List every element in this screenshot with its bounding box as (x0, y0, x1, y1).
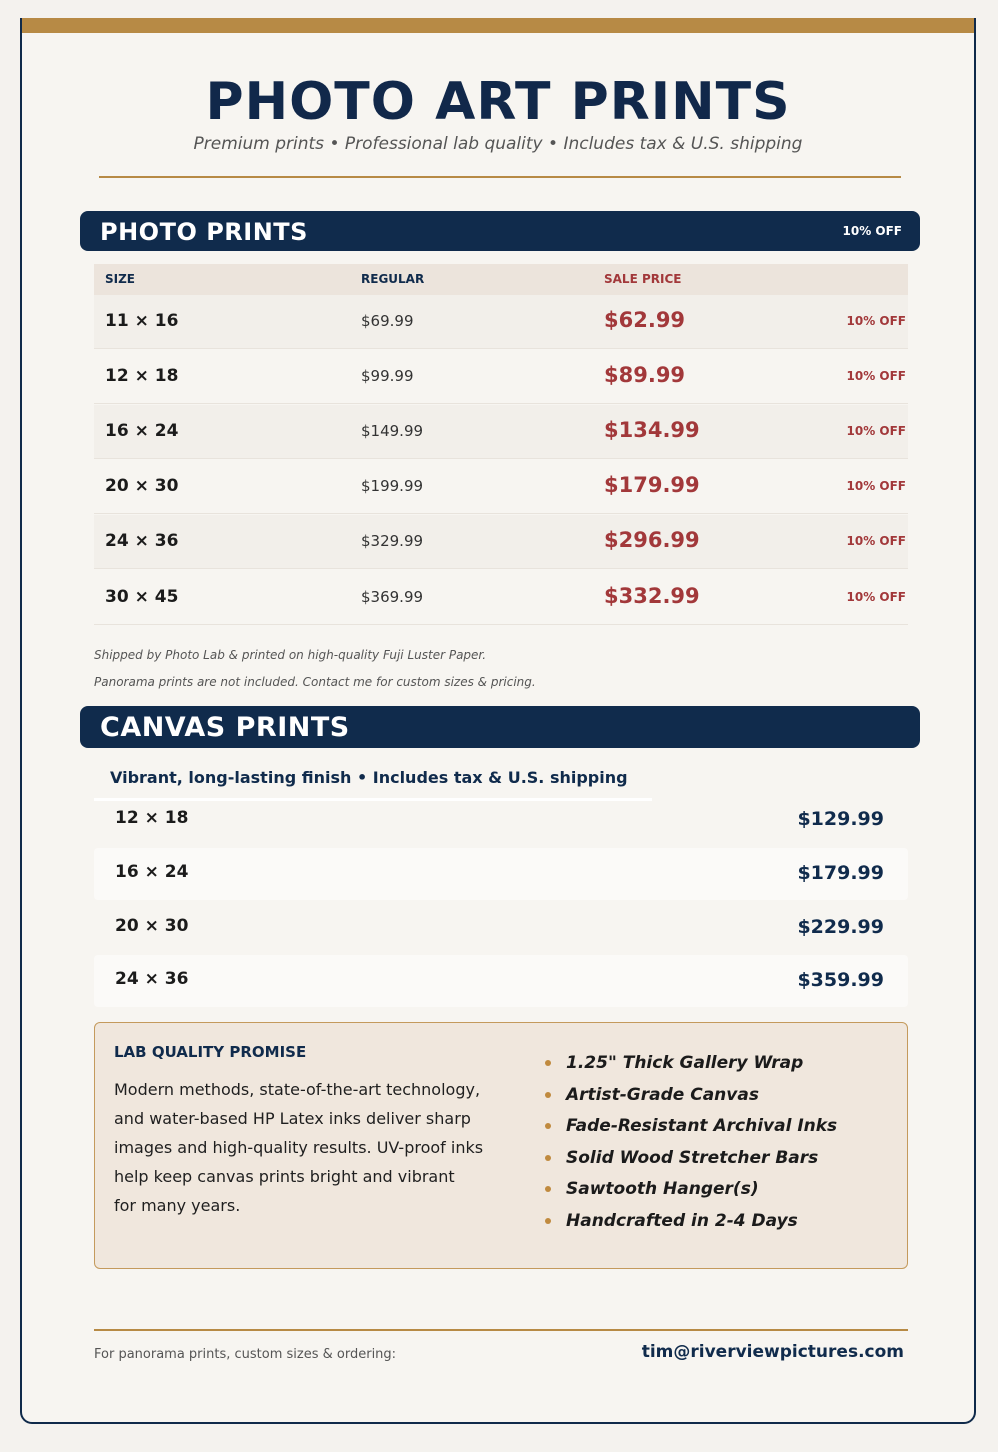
canvas-price: $129.99 (797, 808, 884, 830)
feature-item (545, 1085, 837, 1117)
feature-text: Solid Wood Stretcher Bars (566, 1147, 819, 1168)
canvas-price: $179.99 (797, 862, 884, 884)
regular-price: $69.99 (361, 312, 414, 330)
feature-text: Sawtooth Hanger(s) (566, 1179, 759, 1199)
bullet-icon (545, 1060, 551, 1066)
list-item (94, 794, 908, 846)
discount-label: 10% OFF (846, 534, 906, 548)
page-subtitle: Premium prints • Professional lab quality • Includes tax & U.S. shipping (193, 134, 803, 154)
feature-text: Fade-Resistant Archival Inks (566, 1116, 838, 1136)
price-sheet (20, 18, 976, 1424)
sale-price: $296.99 (604, 528, 700, 552)
table-row (94, 405, 908, 459)
regular-price: $149.99 (361, 422, 424, 440)
table-row (94, 350, 908, 404)
promise-body-line: Modern methods, state-of-the-art technology, (114, 1080, 481, 1099)
list-item (94, 848, 908, 900)
sale-price: $179.99 (604, 473, 700, 497)
table-row (94, 295, 908, 349)
sale-price: $89.99 (604, 363, 686, 387)
canvas-prints-title: CANVAS PRINTS (100, 712, 350, 743)
sale-price: $134.99 (604, 418, 700, 442)
feature-text: Artist-Grade Canvas (566, 1084, 759, 1105)
bullet-icon (545, 1186, 551, 1192)
regular-price: $329.99 (361, 532, 424, 550)
column-header-size: SIZE (105, 272, 136, 286)
bullet-icon (545, 1092, 551, 1098)
canvas-subtitle: Vibrant, long-lasting finish • Includes tax & U.S. shipping (110, 768, 628, 787)
canvas-size: 12 × 18 (115, 808, 189, 828)
feature-text: 1.25" Thick Gallery Wrap (566, 1053, 804, 1073)
discount-label: 10% OFF (846, 369, 906, 383)
regular-price: $99.99 (361, 367, 414, 385)
feature-item (545, 1179, 837, 1211)
feature-item (545, 1053, 837, 1085)
promise-body-line: and water-based HP Latex inks deliver sharp (114, 1109, 471, 1128)
table-row (94, 460, 908, 514)
promise-body (114, 1075, 504, 1220)
canvas-prints-header (80, 706, 920, 748)
list-item (94, 955, 908, 1007)
feature-list (545, 1053, 837, 1242)
table-row (94, 515, 908, 569)
contact-email-link[interactable]: tim@riverviewpictures.com (641, 1342, 904, 1362)
promise-body-line: for many years. (114, 1196, 241, 1215)
feature-item (545, 1148, 837, 1180)
shipping-note: Shipped by Photo Lab & printed on high-quality Fuji Luster Paper. (94, 648, 487, 662)
top-accent-bar (22, 18, 974, 33)
sale-price: $62.99 (604, 308, 686, 332)
regular-price: $369.99 (361, 588, 424, 606)
discount-label: 10% OFF (846, 590, 906, 604)
sale-price: $332.99 (604, 584, 700, 608)
photo-prints-title: PHOTO PRINTS (100, 218, 308, 246)
page-title: PHOTO ART PRINTS (205, 72, 791, 132)
footer-note: For panorama prints, custom sizes & ordering: (94, 1347, 397, 1362)
footer-divider (94, 1329, 908, 1331)
discount-label: 10% OFF (846, 424, 906, 438)
print-size: 24 × 36 (105, 531, 179, 551)
photo-table-header (94, 264, 908, 295)
discount-badge: 10% OFF (842, 224, 902, 238)
promise-body-line: images and high-quality results. UV-proof inks (114, 1138, 484, 1157)
print-size: 20 × 30 (105, 476, 179, 496)
print-size: 11 × 16 (105, 311, 179, 331)
header-divider (99, 176, 901, 178)
bullet-icon (545, 1155, 551, 1161)
print-size: 16 × 24 (105, 421, 179, 441)
photo-prints-header (80, 211, 920, 251)
canvas-size: 20 × 30 (115, 916, 189, 936)
lab-quality-promise-box (94, 1022, 908, 1269)
bullet-icon (545, 1218, 551, 1224)
promise-heading: LAB QUALITY PROMISE (114, 1043, 307, 1061)
panorama-note: Panorama prints are not included. Contact me for custom sizes & pricing. (94, 675, 536, 689)
print-size: 12 × 18 (105, 366, 179, 386)
feature-item (545, 1211, 837, 1243)
column-header-regular: REGULAR (361, 272, 425, 286)
canvas-price: $229.99 (797, 916, 884, 938)
feature-text: Handcrafted in 2-4 Days (566, 1210, 798, 1231)
canvas-price: $359.99 (797, 969, 884, 991)
canvas-size: 24 × 36 (115, 969, 189, 989)
regular-price: $199.99 (361, 477, 424, 495)
column-header-sale-price: SALE PRICE (604, 272, 682, 286)
list-item (94, 902, 908, 954)
discount-label: 10% OFF (846, 479, 906, 493)
promise-body-line: help keep canvas prints bright and vibrant (114, 1167, 455, 1186)
feature-item (545, 1116, 837, 1148)
discount-label: 10% OFF (846, 314, 906, 328)
print-size: 30 × 45 (105, 587, 179, 607)
table-row (94, 571, 908, 625)
canvas-size: 16 × 24 (115, 862, 189, 882)
bullet-icon (545, 1123, 551, 1129)
